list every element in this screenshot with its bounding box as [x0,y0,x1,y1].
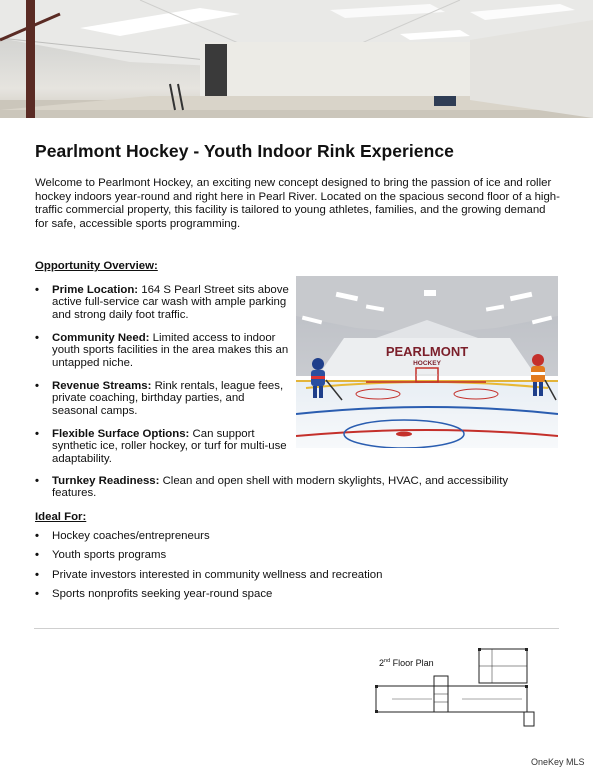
floor-plan-drawing [372,646,537,730]
intro-paragraph: Welcome to Pearlmont Hockey, an exciting new concept designed to bring the passion of ice and roller hockey indoors year-round and right here in Pearl River. Located on the spacious second floor of a high-traffic commercial property, this facility is tailored to young athletes, families, and the growing demand for safe, accessible sports programming. [35,177,560,231]
bullet: • [35,284,39,296]
item-label: Flexible Surface Options: [52,428,190,440]
item-label: Revenue Streams: [52,380,152,392]
item-text: private coaching, birthday parties, and [52,392,245,405]
item-text: synthetic ice, roller hockey, or turf for multi-use [52,440,287,453]
item-text: and strong daily foot traffic. [52,308,189,321]
item-text: active full-service car wash with ample parking [52,296,287,309]
rink-brand-subtitle: HOCKEY [413,360,441,367]
rink-rendering [296,276,558,448]
item-text: Sports nonprofits seeking year-round space [52,588,273,600]
item-text: Rink rentals, league fees, [154,380,284,392]
item-text: 164 S Pearl Street sits above [141,284,289,296]
floor-plan-label-number: 2 [379,658,385,668]
bullet: • [35,475,39,487]
bullet: • [35,332,39,344]
floor-plan-label-ordinal: nd [384,658,391,664]
item-text: adaptability. [52,452,112,465]
bullet: • [35,428,39,440]
item-text: youth sports facilities in the area makes this an [52,344,289,357]
item-text: Clean and open shell with modern skylights, HVAC, and accessibility [162,475,509,487]
bullet: • [35,588,39,600]
item-text: seasonal camps. [52,404,138,417]
bullet: • [35,569,39,581]
bullet: • [35,530,39,542]
divider [34,628,559,629]
mls-watermark: OneKey MLS [531,757,585,767]
bullet: • [35,380,39,392]
ideal-for-heading: Ideal For: [35,511,87,523]
item-text: Limited access to indoor [152,332,276,344]
rink-brand-name: PEARLMONT [385,344,469,359]
opportunity-heading: Opportunity Overview: [35,260,158,272]
item-text: Youth sports programs [52,549,167,561]
floor-plan-label-text: Floor Plan [390,658,434,668]
bullet: • [35,549,39,561]
item-label: Prime Location: [52,284,139,296]
item-label: Community Need: [52,332,150,344]
item-text: Hockey coaches/entrepreneurs [52,530,210,542]
item-text: features. [52,487,97,500]
page-title: Pearlmont Hockey - Youth Indoor Rink Experience [35,141,454,161]
item-text: Private investors interested in community wellness and recreation [52,569,383,581]
item-text: untapped niche. [52,356,134,369]
item-label: Turnkey Readiness: [52,475,160,487]
interior-photo [0,0,593,118]
item-text: Can support [192,428,255,440]
